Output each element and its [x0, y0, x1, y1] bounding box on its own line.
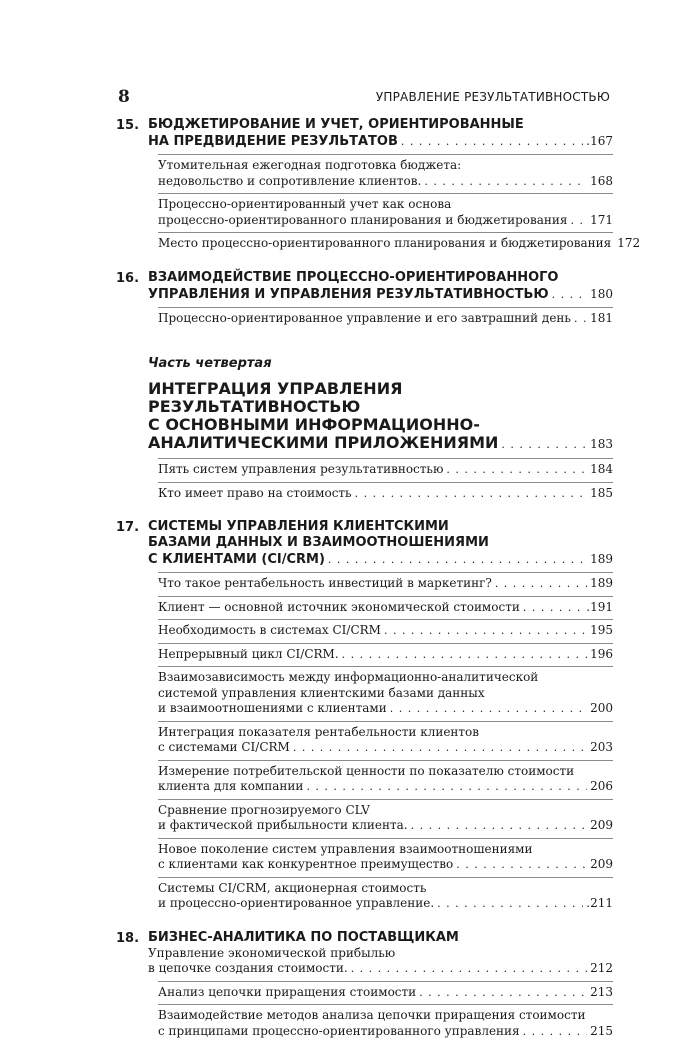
leader-dots [390, 701, 587, 717]
chapter-subtitle-line: в цепочке создания стоимости. [148, 961, 348, 977]
chapter-title-line: НА ПРЕДВИДЕНИЕ РЕЗУЛЬТАТОВ [148, 134, 398, 150]
chapter-page: 189 [590, 551, 613, 567]
entry-line: и фактической прибыльности клиента. [158, 818, 408, 834]
chapter-title-line: СИСТЕМЫ УПРАВЛЕНИЯ КЛИЕНТСКИМИ [148, 519, 613, 535]
toc-entry[interactable] [158, 721, 613, 756]
leader-dots [501, 436, 587, 454]
toc-chapter-16[interactable] [116, 270, 613, 327]
leader-dots [293, 740, 587, 756]
entry-last-line [158, 213, 613, 229]
chapter-number: 18. [116, 931, 139, 946]
entry-last-line [158, 1024, 613, 1039]
entry-last-line [158, 486, 613, 502]
entry-line: с принципами процессно-ориентированного управления [158, 1024, 520, 1039]
toc-entry[interactable] [158, 619, 613, 639]
leader-dots [384, 623, 587, 639]
part-page: 183 [590, 435, 613, 453]
entry-line: Новое поколение систем управления взаимоотношениями [158, 842, 613, 858]
leader-dots [523, 1024, 587, 1039]
entry-line: Непрерывный цикл CI/CRM. [158, 647, 339, 663]
entry-last-line [158, 174, 613, 190]
toc-entry[interactable] [158, 760, 613, 795]
entry-page: 206 [590, 779, 613, 795]
entry-page: 171 [590, 213, 613, 229]
entry-line: системой управления клиентскими базами данных [158, 686, 613, 702]
entry-page: .191 [586, 600, 613, 616]
toc-entry[interactable] [158, 482, 613, 502]
entry-last-line [158, 600, 613, 616]
toc-chapter-15[interactable] [116, 117, 613, 252]
leader-dots [351, 961, 587, 977]
chapter-title-line: ВЗАИМОДЕЙСТВИЕ ПРОЦЕССНО-ОРИЕНТИРОВАННОГО [148, 270, 613, 286]
entry-page: 184 [590, 462, 613, 478]
toc-entry[interactable] [158, 877, 613, 912]
entry-line: Взаимодействие методов анализа цепочки приращения стоимости [158, 1008, 613, 1024]
chapter-subtitle-last-line [148, 961, 613, 977]
toc-entry[interactable] [158, 1004, 613, 1039]
part-title[interactable] [148, 380, 613, 454]
entry-page: 213 [590, 985, 613, 1001]
leader-dots [355, 486, 588, 502]
leader-dots [574, 311, 587, 327]
leader-dots [495, 576, 587, 592]
entry-last-line [158, 623, 613, 639]
entry-line: Процессно-ориентированное управление и его завтрашний день [158, 311, 571, 327]
entry-line: с системами CI/CRM [158, 740, 290, 756]
toc-entry[interactable] [158, 458, 613, 478]
chapter-number: 15. [116, 118, 139, 133]
entry-line: недовольство и сопротивление клиентов. [158, 174, 421, 190]
entry-line: Утомительная ежегодная подготовка бюджета: [158, 158, 613, 174]
chapter-title-line: БЮДЖЕТИРОВАНИЕ И УЧЕТ, ОРИЕНТИРОВАННЫЕ [148, 117, 613, 133]
chapter-title-line: БАЗАМИ ДАННЫХ И ВЗАИМООТНОШЕНИЯМИ [148, 535, 613, 551]
toc-chapter-18[interactable] [116, 930, 613, 1039]
chapter-page: 180 [590, 286, 613, 302]
leader-dots [424, 174, 587, 190]
entry-line: Необходимость в системах CI/CRM [158, 623, 381, 639]
entry-line: и процессно-ориентированное управление. [158, 896, 434, 912]
entry-page: 209 [590, 857, 613, 873]
leader-dots [401, 134, 583, 150]
entry-line: Кто имеет право на стоимость [158, 486, 352, 502]
leader-dots [419, 985, 587, 1001]
entry-line: Взаимозависимость между информационно-аналитической [158, 670, 613, 686]
leader-dots [411, 818, 587, 834]
leader-dots [446, 462, 587, 478]
entry-line: Системы CI/CRM, акционерная стоимость [158, 881, 613, 897]
entry-line: Интеграция показателя рентабельности клиентов [158, 725, 613, 741]
leader-dots [437, 896, 583, 912]
entry-last-line [158, 896, 613, 912]
leader-dots [328, 552, 587, 568]
page-number: 8 [118, 87, 130, 107]
leader-dots [570, 213, 587, 229]
entry-last-line [158, 779, 613, 795]
leader-dots [342, 647, 587, 663]
entry-page: 195 [590, 623, 613, 639]
entry-last-line [158, 985, 613, 1001]
entry-last-line [158, 740, 613, 756]
entry-line: клиента для компании [158, 779, 303, 795]
chapter-title-line: С КЛИЕНТАМИ (CI/CRM) [148, 552, 325, 568]
chapter-number: 17. [116, 520, 139, 535]
toc-entry[interactable] [158, 643, 613, 663]
entry-line: Анализ цепочки приращения стоимости [158, 985, 416, 1001]
entry-page: 215 [590, 1024, 613, 1039]
chapter-title-last-line [148, 286, 613, 303]
entry-page: 209 [590, 818, 613, 834]
entry-line: Клиент — основной источник экономической стоимости [158, 600, 520, 616]
page-header [0, 87, 694, 111]
toc-entry[interactable] [158, 154, 613, 189]
entry-line: Процессно-ориентированный учет как основа [158, 197, 613, 213]
part-title-line: АНАЛИТИЧЕСКИМИ ПРИЛОЖЕНИЯМИ [148, 434, 498, 452]
leader-dots [523, 600, 583, 616]
leader-dots [456, 857, 587, 873]
toc-entry[interactable] [158, 232, 613, 252]
entry-page: 200 [590, 701, 613, 717]
entry-line: Место процессно-ориентированного планирования и бюджетирования [158, 236, 611, 252]
entry-line: Пять систем управления результативностью [158, 462, 443, 478]
entry-last-line [158, 857, 613, 873]
entry-line: с клиентами как конкурентное преимущество [158, 857, 453, 873]
chapter-number: 16. [116, 271, 139, 286]
chapter-title-last-line [148, 551, 613, 568]
toc-entry[interactable] [158, 666, 613, 717]
entry-line: процессно-ориентированного планирования и бюджетирования [158, 213, 567, 229]
part-title-line: ИНТЕГРАЦИЯ УПРАВЛЕНИЯ РЕЗУЛЬТАТИВНОСТЬЮ [148, 380, 613, 416]
chapter-page: .167 [586, 133, 613, 149]
entry-page: 181 [590, 311, 613, 327]
entry-page: 168 [590, 174, 613, 190]
entry-line: и взаимоотношениями с клиентами [158, 701, 387, 717]
entry-page: 185 [590, 486, 613, 502]
part-title-line: С ОСНОВНЫМИ ИНФОРМАЦИОННО- [148, 416, 613, 434]
part-title-last-line [148, 434, 613, 454]
entry-line: Что такое рентабельность инвестиций в маркетинг? [158, 576, 492, 592]
leader-dots [552, 287, 587, 303]
entry-last-line [158, 576, 613, 592]
entry-page: 172 [617, 236, 640, 252]
running-title: УПРАВЛЕНИЕ РЕЗУЛЬТАТИВНОСТЬЮ [376, 90, 610, 104]
chapter-title-line: БИЗНЕС-АНАЛИТИКА ПО ПОСТАВЩИКАМ [148, 930, 613, 946]
table-of-contents [0, 117, 694, 1039]
toc-entry[interactable] [158, 307, 613, 327]
chapter-title-last-line [148, 133, 613, 150]
toc-entry[interactable] [158, 572, 613, 592]
chapter-subtitle-line: Управление экономической прибылью [148, 946, 613, 962]
chapter-page: 212 [590, 961, 613, 977]
entry-last-line [158, 818, 613, 834]
entry-line: Измерение потребительской ценности по показателю стоимости [158, 764, 613, 780]
toc-entry[interactable] [158, 799, 613, 834]
entry-last-line [158, 462, 613, 478]
part-label: Часть четвертая [148, 356, 694, 371]
entry-page: 196 [590, 647, 613, 663]
entry-page: .211 [586, 896, 613, 912]
toc-entry[interactable] [158, 838, 613, 873]
toc-entry[interactable] [158, 981, 613, 1001]
entry-last-line [158, 236, 613, 252]
entry-last-line [158, 701, 613, 717]
toc-entry[interactable] [158, 193, 613, 228]
entry-page: 189 [590, 576, 613, 592]
entry-page: 203 [590, 740, 613, 756]
entry-line: Сравнение прогнозируемого CLV [158, 803, 613, 819]
leader-dots [306, 779, 587, 795]
chapter-title-line: УПРАВЛЕНИЯ И УПРАВЛЕНИЯ РЕЗУЛЬТАТИВНОСТЬЮ [148, 287, 549, 303]
entry-last-line [158, 647, 613, 663]
toc-chapter-17[interactable] [116, 519, 613, 912]
entry-last-line [158, 311, 613, 327]
toc-entry[interactable] [158, 596, 613, 616]
